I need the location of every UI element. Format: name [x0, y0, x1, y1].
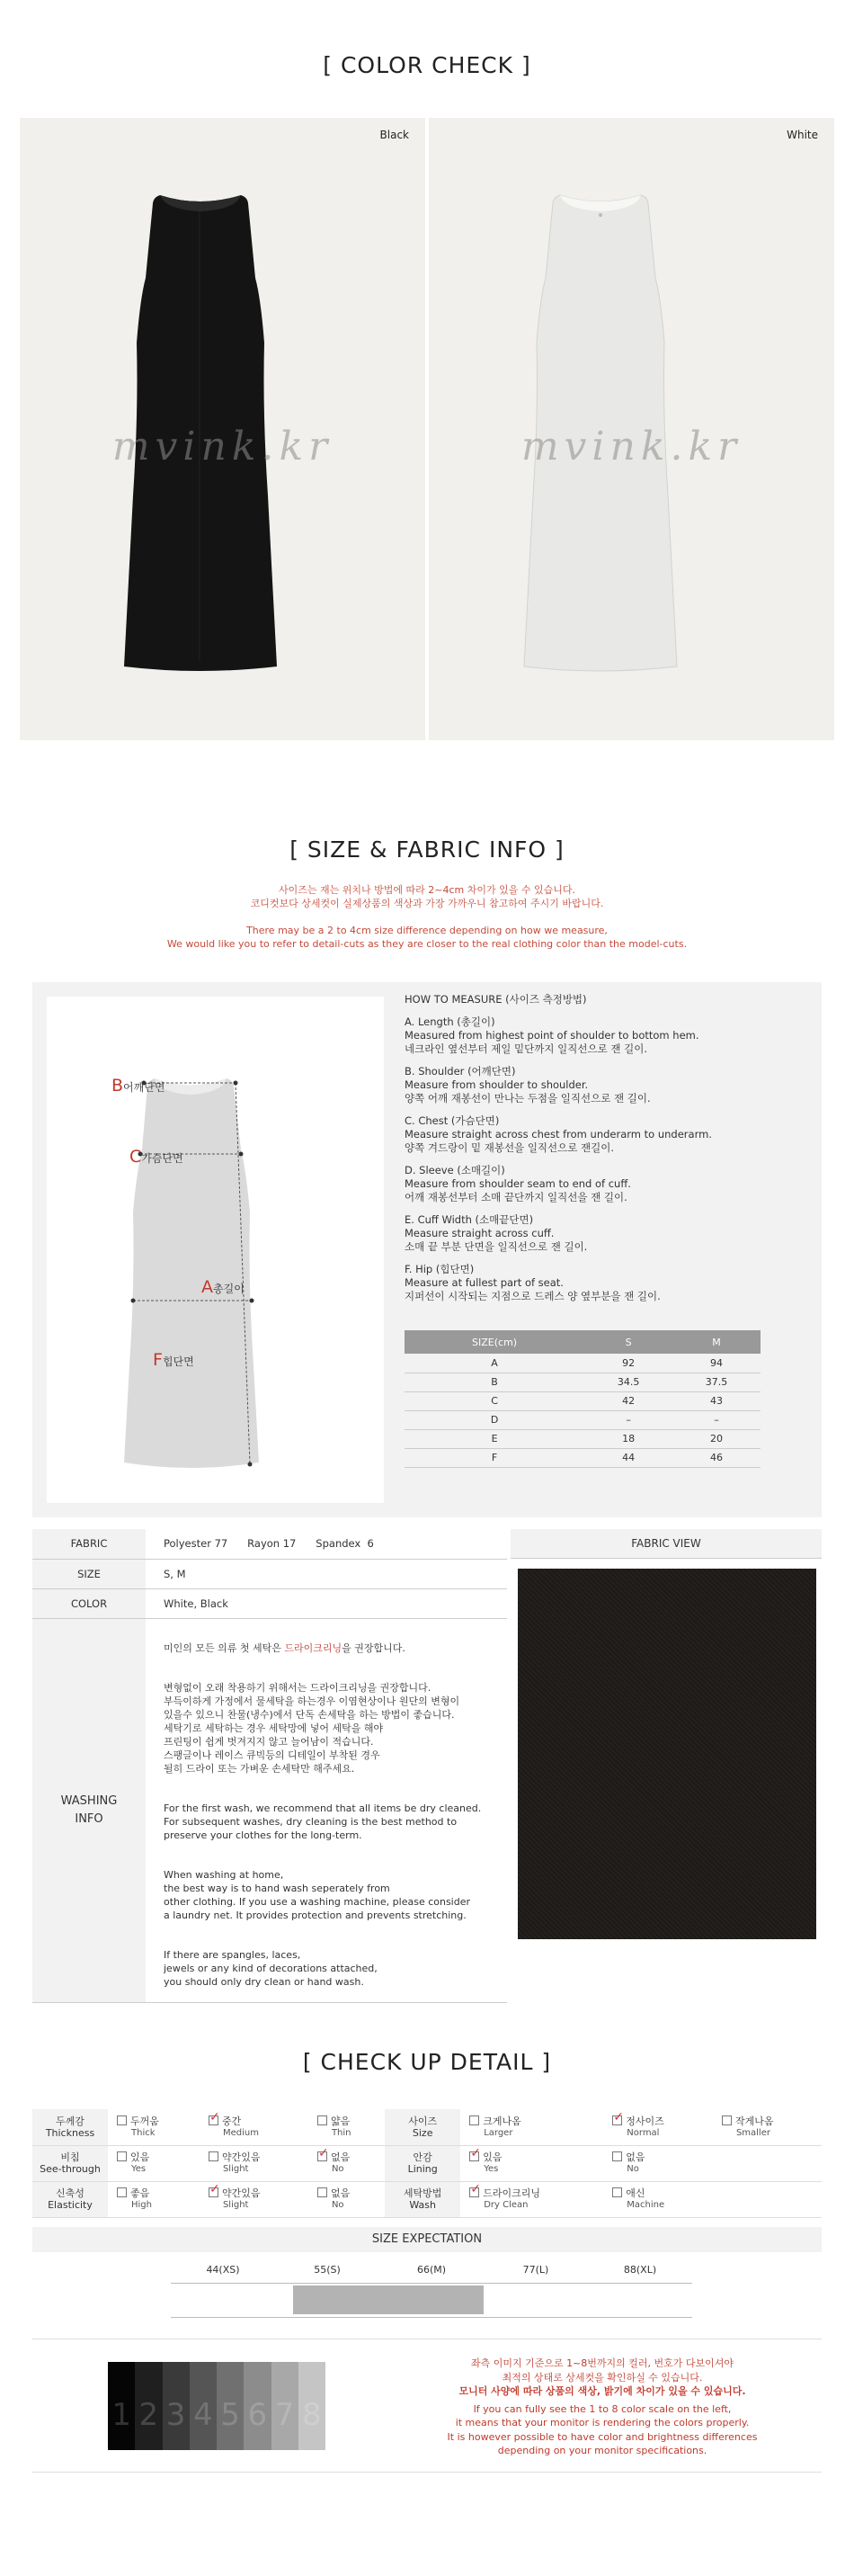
washing-ko-1-pre: 미인의 모든 의류 첫 세탁은 — [164, 1641, 285, 1654]
color-check-title: [ COLOR CHECK ] — [323, 52, 531, 78]
label-ko: 세탁방법 — [403, 2187, 442, 2199]
check-option-en: Smaller — [735, 2127, 770, 2138]
check-option-en: Machine — [627, 2200, 665, 2210]
measure-ko: 소매 끝 부분 단면을 일직선으로 잰 길이. — [405, 1240, 588, 1253]
gray-scale-white-end — [325, 2362, 352, 2450]
washing-en-2: When washing at home, the best way is to hand wash seperately from other clothing. If you use a washing machine, please consider a laundry net. It provides protection and prevents stretching. — [164, 1868, 471, 1921]
washing-label-2: INFO — [75, 1811, 103, 1826]
size-table-row — [405, 1354, 761, 1373]
measure-head: B. Shoulder (어깨단면) — [405, 1065, 516, 1078]
checkbox-checked — [469, 2151, 479, 2161]
check-option — [108, 2145, 200, 2181]
gray-scale-digit: 6 — [247, 2397, 268, 2433]
how-to-measure-title: HOW TO MEASURE (사이즈 측정방법) — [405, 993, 587, 1006]
washing-ko-1-highlight: 드라이크리닝 — [284, 1641, 342, 1654]
check-up-label — [385, 2109, 460, 2145]
size-notice-en-2: We would like you to refer to detail-cuts as they are closer to the real clothing color than the model-cuts. — [166, 938, 688, 950]
color-label-white: White — [787, 129, 818, 141]
size-table-cell: 20 — [672, 1429, 761, 1448]
check-up-label — [385, 2181, 460, 2217]
fabric-view — [511, 1529, 822, 1981]
mark-a-text: 총길이 — [213, 1283, 245, 1295]
size-table-head-cell: SIZE(cm) — [405, 1330, 584, 1354]
size-table-cell: 37.5 — [672, 1373, 761, 1391]
check-option-ko: 없음 — [626, 2151, 645, 2163]
checkbox-unchecked — [469, 2115, 479, 2125]
size-scale-label: 77(L) — [522, 2264, 549, 2276]
measure-item — [405, 1263, 800, 1303]
size-table-row — [405, 1429, 761, 1448]
mark-b-text: 어깨단면 — [123, 1081, 165, 1094]
checkbox-checked — [209, 2187, 218, 2197]
check-option-ko: 있음 — [130, 2151, 150, 2163]
measure-en: Measure straight across cuff. — [405, 1227, 555, 1239]
size-table-cell: 94 — [672, 1354, 761, 1373]
size-expectation-label: SIZE EXPECTATION — [32, 2227, 822, 2252]
measure-en: Measure from shoulder to shoulder. — [405, 1078, 589, 1091]
mark-a-letter: A — [201, 1277, 213, 1297]
measure-head: C. Chest (가슴단면) — [405, 1114, 500, 1127]
how-to-measure — [405, 993, 800, 1303]
check-up-title: [ CHECK UP DETAIL ] — [302, 2049, 552, 2075]
monitor-ko-3: 모니터 사양에 따라 상품의 색상, 밝기에 차이가 있을 수 있습니다. — [458, 2385, 746, 2397]
fabric-view-label: FABRIC VIEW — [511, 1529, 822, 1559]
size-table-cell: 42 — [584, 1391, 672, 1410]
dress-diagram-image — [47, 997, 384, 1503]
check-option-en: No — [627, 2164, 639, 2174]
gray-scale-swatch — [108, 2362, 135, 2450]
size-scale — [171, 2264, 692, 2321]
mark-b — [111, 1076, 165, 1096]
washing-en-3: If there are spangles, laces, jewels or any kind of decorations attached, you should only dry clean or hand wash. — [164, 1948, 378, 1988]
checkbox-unchecked — [612, 2151, 622, 2161]
label-ko: 두께감 — [56, 2115, 85, 2127]
check-up-row — [32, 2181, 822, 2217]
label-ko: 비침 — [60, 2151, 80, 2163]
checkbox-unchecked — [317, 2115, 327, 2125]
size-scale-top-line — [171, 2283, 692, 2284]
checkbox-checked — [612, 2115, 622, 2125]
measure-ko: 지퍼선이 시작되는 지점으로 드레스 양 옆부분을 잰 길이. — [405, 1290, 661, 1302]
measure-section — [32, 982, 822, 1517]
fabric-info-table — [32, 1529, 507, 2003]
mark-f-text: 힙단면 — [162, 1355, 194, 1368]
size-table-cell: B — [405, 1373, 584, 1391]
check-option-ko: 없음 — [330, 2187, 351, 2199]
gray-scale-swatch — [217, 2362, 244, 2450]
gray-scale-digit: 2 — [138, 2397, 159, 2433]
check-option-ko: 크게나옴 — [483, 2115, 521, 2127]
mark-b-letter: B — [111, 1076, 124, 1096]
color-panel-white — [429, 118, 834, 740]
size-scale-label: 55(S) — [314, 2264, 341, 2276]
size-table-row — [405, 1448, 761, 1467]
monitor-gray-scale — [108, 2362, 352, 2450]
check-option-en: Thick — [131, 2127, 156, 2138]
size-table-row — [405, 1373, 761, 1391]
measure-diagram — [47, 997, 384, 1503]
mark-c — [129, 1147, 183, 1167]
check-option-en: No — [331, 2200, 344, 2210]
measure-ko: 양쪽 어깨 재봉선이 만나는 두점을 일직선으로 잰 길이. — [405, 1092, 651, 1105]
gray-scale-digit: 3 — [165, 2397, 186, 2433]
check-up-label — [32, 2181, 108, 2217]
checkbox-unchecked — [317, 2187, 327, 2197]
checkbox-checked — [317, 2151, 327, 2161]
checkbox-unchecked — [117, 2187, 127, 2197]
mark-c-text: 가슴단면 — [141, 1152, 183, 1165]
watermark-white: mvink.kr — [520, 424, 743, 470]
check-option-empty — [713, 2145, 822, 2181]
checkbox-unchecked — [117, 2115, 127, 2125]
size-table-row — [405, 1410, 761, 1429]
gray-scale-digit: 8 — [302, 2397, 322, 2433]
check-option-en: Dry Clean — [484, 2200, 529, 2210]
monitor-en-4: depending on your monitor specifications. — [497, 2445, 707, 2456]
size-table-cell: D — [405, 1410, 584, 1429]
check-option-en: Slight — [222, 2200, 249, 2210]
check-option-ko: 두꺼움 — [130, 2115, 159, 2127]
size-table-cell: 18 — [584, 1429, 672, 1448]
size-label: SIZE — [32, 1559, 146, 1588]
checkbox-unchecked — [612, 2187, 622, 2197]
measure-item — [405, 1015, 800, 1056]
size-table-cell: E — [405, 1429, 584, 1448]
size-table-head-cell: S — [584, 1330, 672, 1354]
measure-en: Measure from shoulder seam to end of cuff. — [405, 1177, 631, 1190]
measure-head: D. Sleeve (소매길이) — [405, 1164, 505, 1176]
size-scale-label: 88(XL) — [623, 2264, 657, 2276]
check-option-en: Yes — [131, 2164, 147, 2174]
check-option-ko: 약간있음 — [221, 2151, 261, 2163]
color-label-black: Black — [379, 129, 409, 141]
monitor-notice — [423, 2357, 782, 2458]
label-en: Thickness — [45, 2126, 95, 2139]
label-en: Size — [412, 2126, 433, 2139]
mark-f — [153, 1350, 194, 1370]
check-option-en: Larger — [484, 2127, 513, 2138]
size-scale-label: 44(XS) — [206, 2264, 240, 2276]
mark-c-letter: C — [129, 1147, 142, 1167]
size-table-cell: C — [405, 1391, 584, 1410]
gray-scale-swatch — [190, 2362, 217, 2450]
measure-head: E. Cuff Width (소매끝단면) — [405, 1213, 534, 1226]
check-option-en: Yes — [484, 2164, 499, 2174]
label-en: Elasticity — [48, 2199, 93, 2211]
mark-f-letter: F — [153, 1350, 163, 1370]
check-option-en: High — [131, 2200, 152, 2210]
check-option-ko: 정사이즈 — [626, 2115, 664, 2127]
check-option-ko: 드라이크리닝 — [483, 2187, 540, 2199]
mark-a — [201, 1277, 245, 1297]
check-option — [308, 2145, 385, 2181]
size-value: S, M — [146, 1559, 507, 1588]
check-up-label — [32, 2145, 108, 2181]
monitor-ko-1: 좌측 이미지 기준으로 1~8번까지의 컬러, 번호가 다보이셔야 — [470, 2357, 734, 2369]
check-option — [200, 2181, 308, 2217]
check-up-table — [32, 2109, 822, 2218]
check-option-ko: 얇음 — [330, 2115, 351, 2127]
size-notice-en-1: There may be a 2 to 4cm size difference depending on how we measure, — [246, 925, 608, 936]
check-option — [108, 2181, 200, 2217]
measure-head: F. Hip (힙단면) — [405, 1263, 475, 1275]
label-en: See-through — [40, 2163, 101, 2175]
measure-head: A. Length (총길이) — [405, 1015, 495, 1028]
size-row — [32, 1559, 507, 1588]
checkbox-unchecked — [209, 2151, 218, 2161]
checkbox-unchecked — [722, 2115, 732, 2125]
divider — [32, 2472, 822, 2473]
size-table-cell: – — [672, 1410, 761, 1429]
measure-item — [405, 1213, 800, 1254]
fabric-value: Polyester 77 Rayon 17 Spandex 6 — [146, 1529, 507, 1559]
check-up-label — [32, 2109, 108, 2145]
size-fabric-title: [ SIZE & FABRIC INFO ] — [289, 836, 565, 863]
check-option — [108, 2109, 200, 2145]
check-option-en: Normal — [627, 2127, 660, 2138]
check-option — [603, 2109, 713, 2145]
measure-item — [405, 1114, 800, 1155]
label-ko: 신축성 — [56, 2187, 85, 2199]
check-option-en: Thin — [331, 2127, 351, 2138]
check-option-ko: 작게나옴 — [734, 2115, 774, 2127]
washing-ko-1 — [164, 1641, 507, 1655]
check-option — [460, 2109, 603, 2145]
gray-scale-swatch — [163, 2362, 190, 2450]
gray-scale-digit: 5 — [220, 2397, 240, 2433]
gray-scale-digit: 7 — [274, 2397, 295, 2433]
check-option — [603, 2145, 713, 2181]
size-table-cell: 34.5 — [584, 1373, 672, 1391]
washing-text — [146, 1618, 507, 2002]
gray-scale-swatch — [298, 2362, 325, 2450]
washing-label — [32, 1618, 146, 2002]
check-option — [200, 2145, 308, 2181]
size-table-cell: 44 — [584, 1448, 672, 1467]
color-value: White, Black — [146, 1588, 507, 1618]
check-option — [460, 2145, 603, 2181]
size-scale-bottom-line — [171, 2317, 692, 2318]
check-up-row — [32, 2145, 822, 2181]
label-en: Wash — [409, 2199, 436, 2211]
size-table-row — [405, 1391, 761, 1410]
check-up-row — [32, 2109, 822, 2145]
check-option-ko: 없음 — [330, 2151, 351, 2163]
check-option — [308, 2109, 385, 2145]
check-option — [713, 2109, 822, 2145]
check-option-ko: 좋음 — [130, 2187, 150, 2199]
color-panel-black — [20, 118, 425, 740]
check-option-en: Medium — [222, 2127, 259, 2138]
gray-scale-digit: 4 — [193, 2397, 213, 2433]
gray-scale-swatch — [135, 2362, 162, 2450]
measure-item — [405, 1065, 800, 1105]
check-option-ko: 중간 — [221, 2115, 242, 2127]
size-table-cell: 43 — [672, 1391, 761, 1410]
washing-en-1: For the first wash, we recommend that all items be dry cleaned. For subsequent washes, dry cleaning is the best method to preserve your clothes for the long-term. — [164, 1802, 482, 1841]
checkbox-checked — [469, 2187, 479, 2197]
fabric-swatch-image — [518, 1569, 816, 1939]
measure-ko: 양쪽 겨드랑이 밑 재봉선을 일직선으로 잰길이. — [405, 1141, 615, 1154]
check-option-en: No — [331, 2164, 344, 2174]
size-table — [405, 1330, 761, 1468]
size-notice-ko-2: 코디컷보다 상세컷이 실제상품의 색상과 가장 가까우니 참고하여 주시기 바랍니다. — [250, 898, 604, 909]
check-option-empty — [713, 2181, 822, 2217]
measure-en: Measured from highest point of shoulder to bottom hem. — [405, 1029, 699, 1042]
size-table-cell: 92 — [584, 1354, 672, 1373]
check-option — [200, 2109, 308, 2145]
check-option-ko: 있음 — [483, 2151, 503, 2163]
color-row — [32, 1588, 507, 1618]
size-table-header — [405, 1330, 761, 1354]
label-ko: 안감 — [413, 2151, 432, 2163]
washing-ko-1-post: 을 권장합니다. — [342, 1641, 405, 1654]
size-table-cell: – — [584, 1410, 672, 1429]
gray-scale-swatch — [244, 2362, 271, 2450]
measure-en: Measure at fullest part of seat. — [405, 1276, 564, 1289]
washing-label-1: WASHING — [60, 1793, 118, 1808]
check-up-label — [385, 2145, 460, 2181]
monitor-ko-2: 최적의 상태로 상세컷을 확인하실 수 있습니다. — [502, 2371, 703, 2384]
size-table-cell: F — [405, 1448, 584, 1467]
gray-scale-digit: 1 — [111, 2397, 131, 2433]
size-table-cell: 46 — [672, 1448, 761, 1467]
size-notice-ko-1: 사이즈는 재는 위치나 방법에 따라 2~4cm 차이가 있을 수 있습니다. — [279, 884, 575, 896]
watermark-black: mvink.kr — [111, 424, 334, 470]
fabric-label: FABRIC — [32, 1529, 146, 1559]
check-option-ko: 약간있음 — [221, 2187, 261, 2199]
check-option — [603, 2181, 713, 2217]
checkbox-unchecked — [117, 2151, 127, 2161]
measure-ko: 네크라인 옆선부터 제일 밑단까지 일직선으로 잰 길이. — [405, 1042, 647, 1055]
washing-ko-2: 변형없이 오래 착용하기 위해서는 드라이크리닝을 권장합니다. 부득이하게 가정에서 물세탁을 하는경우 이염현상이나 원단의 변형이 있을수 있으니 찬물(냉수)에서 단독 손세탁을 하는 방법이 좋습니다. 세탁기로 세탁하는 경우 세탁망에 넣어 세탁을 해야 프린팅이 쉽게 벗겨지지 않고 늘어남이 적습니다. 스팽글이나 레이스 큐빅등의 디테일이 부착된 경우 될히 드라이 또는 가벼운 손세탁만 해주세요. — [164, 1681, 460, 1775]
monitor-en-2: it means that your monitor is rendering the colors properly. — [455, 2417, 750, 2428]
size-table-head-cell: M — [672, 1330, 761, 1354]
size-scale-label: 66(M) — [416, 2264, 447, 2276]
measure-ko: 어깨 재봉선부터 소매 끝단까지 일직선을 잰 길이. — [405, 1191, 627, 1203]
size-table-cell: A — [405, 1354, 584, 1373]
check-option — [460, 2181, 603, 2217]
fabric-row — [32, 1529, 507, 1559]
check-option — [308, 2181, 385, 2217]
measure-en: Measure straight across chest from underarm to underarm. — [405, 1128, 712, 1140]
label-ko: 사이즈 — [408, 2115, 438, 2127]
monitor-en-3: It is however possible to have color and brightness differences — [447, 2430, 758, 2443]
monitor-en-1: If you can fully see the 1 to 8 color scale on the left, — [473, 2402, 732, 2415]
color-label: COLOR — [32, 1588, 146, 1618]
checkbox-checked — [209, 2115, 218, 2125]
check-option-ko: 애신 — [626, 2187, 645, 2199]
washing-row — [32, 1618, 507, 2002]
measure-item — [405, 1164, 800, 1204]
label-en: Lining — [407, 2163, 438, 2175]
size-range-bar — [293, 2285, 484, 2314]
gray-scale-swatch — [271, 2362, 298, 2450]
check-option-en: Slight — [222, 2164, 249, 2174]
